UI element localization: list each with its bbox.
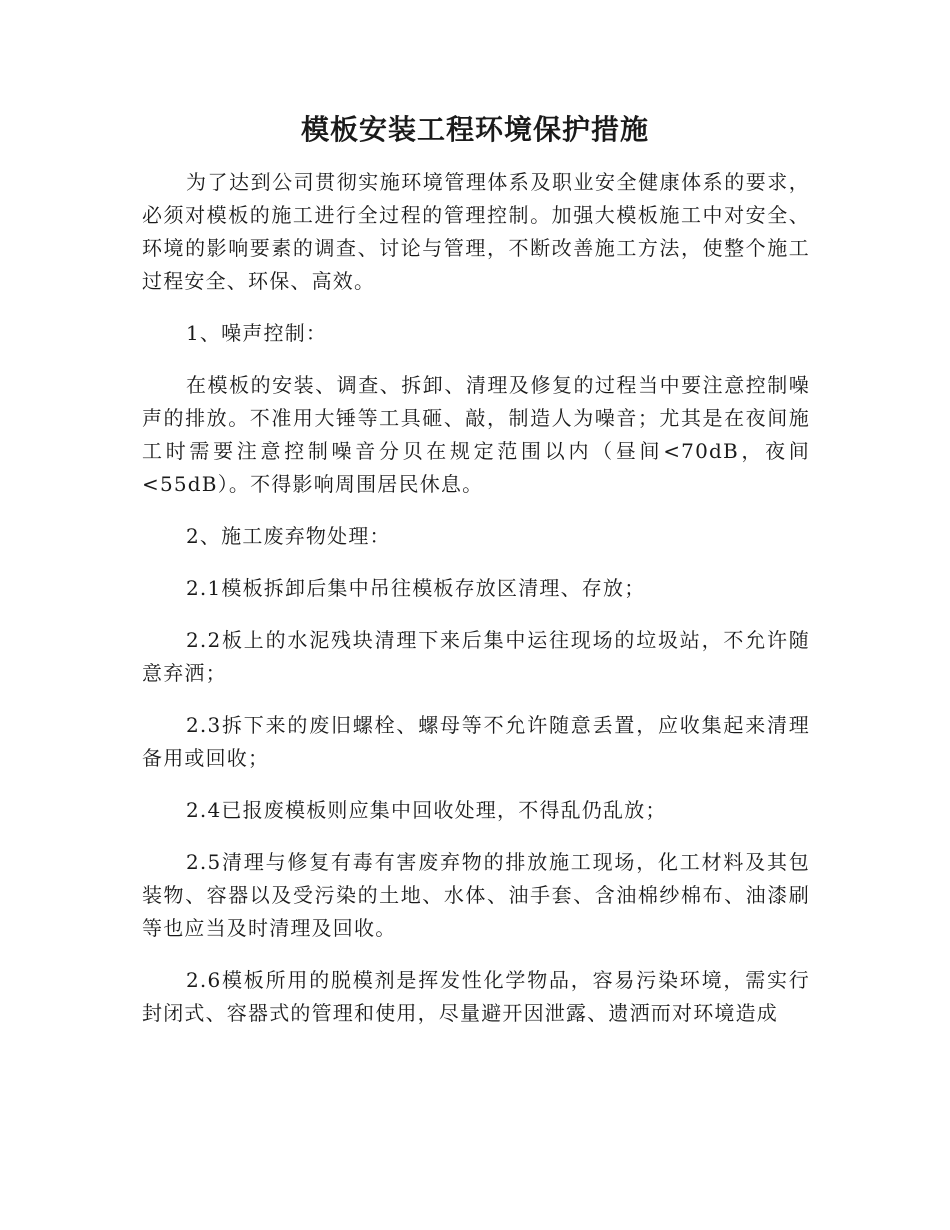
section-heading-noise-control: 1、噪声控制： (186, 321, 328, 345)
list-item-2-5: 2.5清理与修复有毒有害废弃物的排放施工现场，化工材料及其包装物、容器以及受污染的土地、水体、油手套、含油棉纱棉布、油漆刷等也应当及时清理及回收。 (142, 850, 810, 940)
paragraph-noise-control: 在模板的安装、调查、拆卸、清理及修复的过程当中要注意控制噪声的排放。不准用大锤等工具砸、敲，制造人为噪音；尤其是在夜间施工时需要注意控制噪音分贝在规定范围以内（昼间<70dB，夜间<55dB）。不得影响周围居民休息。 (142, 373, 810, 496)
document-title: 模板安装工程环境保护措施 (300, 113, 649, 146)
list-item-2-6: 2.6模板所用的脱模剂是挥发性化学物品，容易污染环境，需实行封闭式、容器式的管理和使用，尽量避开因泄露、遗洒而对环境造成 (142, 968, 810, 1025)
list-item-2-4: 2.4已报废模板则应集中回收处理，不得乱仍乱放； (186, 798, 667, 822)
list-item-2-3: 2.3拆下来的废旧螺栓、螺母等不允许随意丢置，应收集起来清理备用或回收； (142, 713, 810, 770)
list-item-2-2: 2.2板上的水泥残块清理下来后集中运往现场的垃圾站，不允许随意弃洒； (142, 628, 810, 685)
list-item-2-1: 2.1模板拆卸后集中吊往模板存放区清理、存放； (186, 576, 646, 600)
paragraph-intro: 为了达到公司贯彻实施环境管理体系及职业安全健康体系的要求，必须对模板的施工进行全过程的管理控制。加强大模板施工中对安全、环境的影响要素的调查、讨论与管理，不断改善施工方法，使整个施工过程安全、环保、高效。 (142, 170, 810, 293)
document-body (142, 166, 810, 1049)
section-heading-waste-disposal: 2、施工废弃物处理： (186, 524, 391, 548)
